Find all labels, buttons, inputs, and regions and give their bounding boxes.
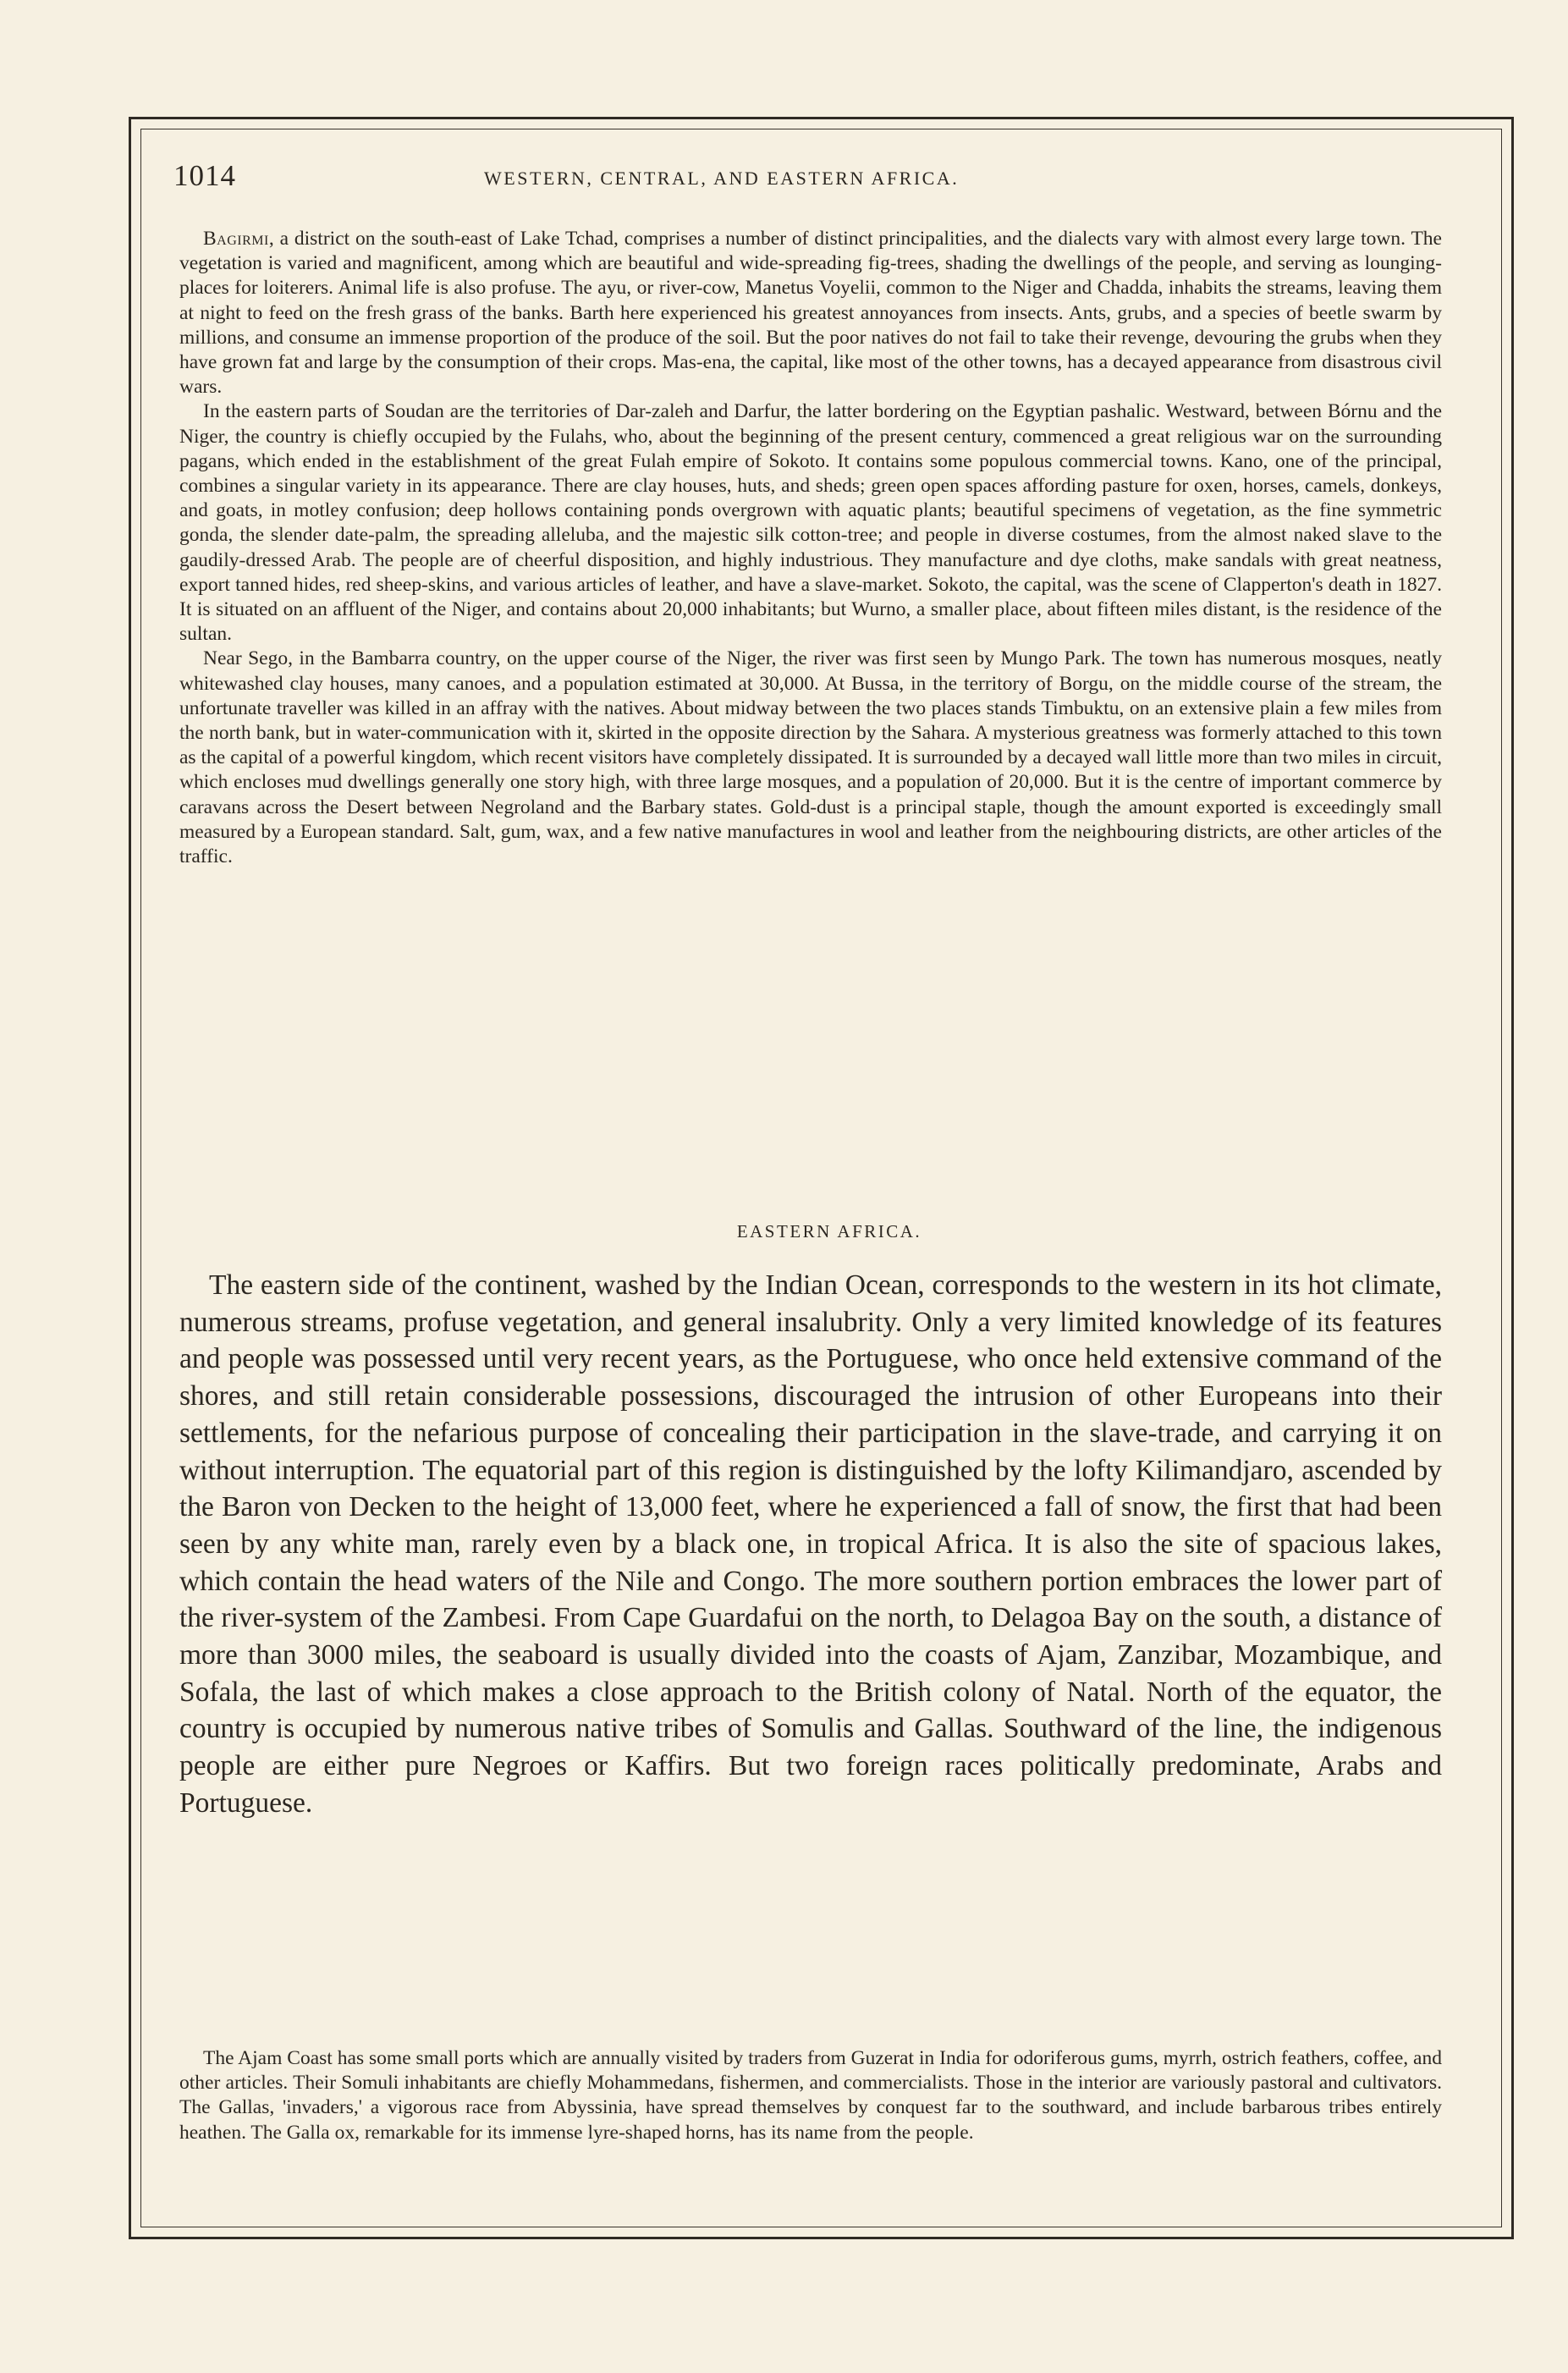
upper-text-block [179, 227, 1442, 869]
section-heading: EASTERN AFRICA. [736, 1221, 922, 1242]
page-number: 1014 [173, 159, 236, 192]
paragraph-eastern-africa: The eastern side of the continent, washed by the Indian Ocean, corresponds to the western in its hot climate, numerous streams, profuse vegetation, and general insalubrity. Only a very limited knowledge of its features and people was possessed until very recent years, as the Portuguese, who once held extensive command of the shores, and still retain considerable possessions, discouraged the intrusion of other Europeans into their settlements, for the nefarious purpose of concealing their participation in the slave-trade, and carrying it on without interruption. The equatorial part of this region is distinguished by the lofty Kilimandjaro, ascended by the Baron von Decken to the height of 13,000 feet, where he experienced a fall of snow, the first that had been seen by any white man, rarely even by a black one, in tropical Africa. It is also the site of spacious lakes, which contain the head waters of the Nile and Congo. The more southern portion embraces the lower part of the river-system of the Zambesi. From Cape Guardafui on the north, to Delagoa Bay on the south, a distance of more than 3000 miles, the seaboard is usually divided into the coasts of Ajam, Zanzibar, Mozambique, and Sofala, the last of which makes a close approach to the British colony of Natal. North of the equator, the country is occupied by numerous native tribes of Somulis and Gallas. Southward of the line, the indigenous people are either pure Negroes or Kaffirs. But two foreign races politically predominate, Arabs and Portuguese. [179, 1269, 1442, 1819]
paragraph-soudan: In the eastern parts of Soudan are the territories of Dar-zaleh and Darfur, the latter bordering on the Egyptian pashalic. Westward, between Bórnu and the Niger, the country is chiefly occupied by the Fulahs, who, about the beginning of the present century, commenced a great religious war on the surrounding pagans, which ended in the establishment of the great Fulah empire of Sokoto. It contains some populous commercial towns. Kano, one of the principal, combines a singular variety in its appearance. There are clay houses, huts, and sheds; green open spaces affording pasture for oxen, horses, camels, donkeys, and goats, in motley confusion; deep hollows containing ponds overgrown with aquatic plants; beautiful specimens of vegetation, as the fine symmetric gonda, the slender date-palm, the spreading alleluba, and the majestic silk cotton-tree; and people in diverse costumes, from the almost naked slave to the gaudily-dressed Arab. The people are of cheerful disposition, and highly industrious. They manufacture and dye cloths, make sandals with great neatness, export tanned hides, red sheep-skins, and various articles of leather, and have a slave-market. Sokoto, the capital, was the scene of Clapperton's death in 1827. It is situated on an affluent of the Niger, and contains about 20,000 inhabitants; but Wurno, a smaller place, about fifteen miles distant, is the residence of the sultan. [179, 400, 1442, 646]
main-text-block [179, 1267, 1442, 1822]
running-head: WESTERN, CENTRAL, AND EASTERN AFRICA. [484, 168, 960, 189]
page-header [173, 159, 1443, 201]
paragraph-body: , a district on the south-east of Lake Tchad, comprises a number of distinct principalities, and the dialects vary with almost every large town. The vegetation is varied and magnificent, among which are beautiful and wide-spreading fig-trees, shading the dwellings of the people, and serving as lounging-places for loiterers. Animal life is also profuse. The ayu, or river-cow, Manetus Voyelii, common to the Niger and Chadda, inhabits the streams, leaving them at night to feed on the fresh grass of the banks. Barth here experienced his greatest annoyances from insects. Ants, grubs, and a species of beetle swarm by millions, and consume an immense proportion of the produce of the soil. But the poor natives do not fail to take their revenge, devouring the grubs when they have grown fat and large by the consumption of their crops. Mas-ena, the capital, like most of the other towns, has a decayed appearance from disastrous civil wars. [179, 228, 1442, 399]
paragraph-sego: Near Sego, in the Bambarra country, on the upper course of the Niger, the river was first seen by Mungo Park. The town has numerous mosques, neatly whitewashed clay houses, many canoes, and a population estimated at 30,000. At Bussa, in the territory of Borgu, on the middle course of the stream, the unfortunate traveller was killed in an affray with the natives. About midway between the two places stands Timbuktu, on an extensive plain a few miles from the north bank, but in water-communication with it, skirted in the opposite direction by the Sahara. A mysterious greatness was formerly attached to this town as the capital of a powerful kingdom, which recent visitors have completely dissipated. It is surrounded by a decayed wall little more than two miles in circuit, which encloses mud dwellings generally one story high, with three large mosques, and a population of 20,000. But it is the centre of important commerce by caravans across the Desert between Negroland and the Barbary states. Gold-dust is a principal staple, though the amount exported is exceedingly small measured by a European standard. Salt, gum, wax, and a few native manufactures in wool and leather from the neighbouring districts, are other articles of the traffic. [179, 647, 1442, 868]
paragraph-lead-word: Bagirmi [203, 228, 269, 250]
paragraph-ajam-coast: The Ajam Coast has some small ports which are annually visited by traders from Guzerat in India for odoriferous gums, myrrh, ostrich feathers, coffee, and other articles. Their Somuli inhabitants are chiefly Mohammedans, fishermen, and commercialists. Those in the interior are variously pastoral and cultivators. The Gallas, 'invaders,' a vigorous race from Abyssinia, have spread themselves by conquest far to the southward, and include barbarous tribes entirely heathen. The Galla ox, remarkable for its immense lyre-shaped horns, has its name from the people. [179, 2047, 1442, 2144]
lower-text-block [179, 2046, 1442, 2145]
paragraph-bagirmi [179, 227, 1442, 399]
